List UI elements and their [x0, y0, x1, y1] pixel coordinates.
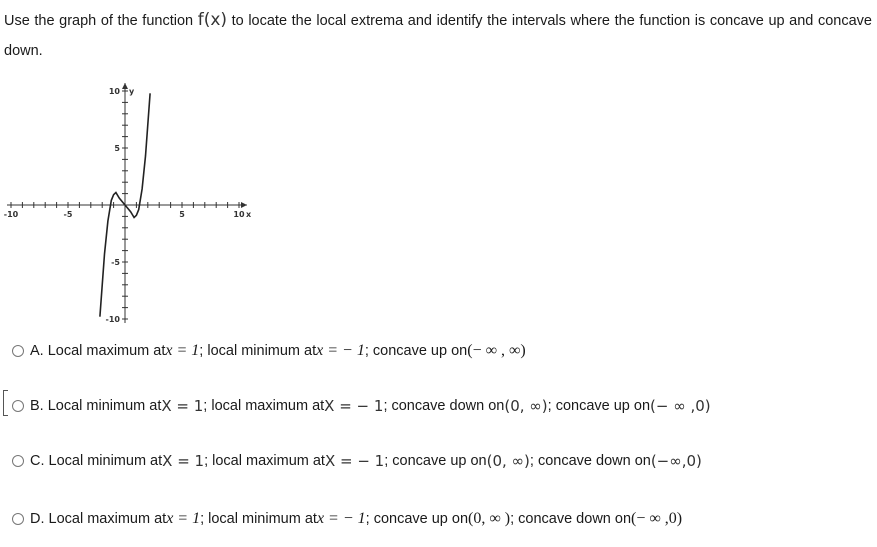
- option-a-letter: A.: [30, 343, 44, 359]
- option-d-mid3: ; concave down on: [510, 511, 632, 527]
- option-c-mid2: ; concave up on: [384, 453, 487, 469]
- y-tick-label: -5: [111, 258, 120, 267]
- option-d-interval2: (− ∞ ,0): [631, 510, 683, 527]
- option-d-point1: x = 1: [166, 510, 201, 527]
- option-b-mid1: ; local maximum at: [203, 398, 325, 414]
- y-tick-label: 5: [114, 144, 120, 153]
- option-b-text: Local minimum at: [47, 398, 162, 414]
- y-tick-label: 10: [108, 87, 120, 96]
- option-b-mid2: ; concave down on: [383, 398, 505, 414]
- option-c-point2: X = − 1: [324, 452, 385, 470]
- x-axis-label: x: [246, 210, 252, 219]
- radio-a[interactable]: [12, 345, 24, 357]
- option-c-text: Local minimum at: [48, 453, 163, 469]
- option-d[interactable]: [12, 510, 682, 528]
- radio-c[interactable]: [12, 455, 24, 467]
- focus-marker: [3, 390, 8, 416]
- y-axis-arrow: [122, 83, 128, 89]
- radio-d[interactable]: [12, 513, 24, 525]
- x-tick-label: -5: [63, 210, 73, 219]
- function-graph: [0, 75, 260, 324]
- option-c-interval1: (0, ∞): [486, 452, 530, 470]
- option-c-point1: X = 1: [162, 452, 205, 470]
- question-suffix: to locate the local extrema and identify the intervals where the function is concave up and concave down.: [4, 13, 872, 59]
- option-d-mid2: ; concave up on: [365, 511, 469, 527]
- option-c-mid1: ; local maximum at: [204, 453, 325, 469]
- radio-b[interactable]: [12, 400, 24, 412]
- option-d-interval1: (0, ∞ ): [468, 510, 511, 527]
- option-c-interval2: (−∞,0): [650, 452, 702, 470]
- option-d-text: Local maximum at: [48, 511, 167, 527]
- graph-axes: [7, 83, 247, 323]
- y-tick-label: -10: [105, 315, 120, 324]
- option-c-letter: C.: [30, 453, 45, 469]
- x-tick-label: -10: [3, 210, 19, 219]
- option-d-point2: x = − 1: [316, 510, 366, 527]
- option-a-point2: x = − 1: [316, 342, 365, 359]
- option-c-mid3: ; concave down on: [529, 453, 651, 469]
- option-d-mid1: ; local minimum at: [200, 511, 317, 527]
- option-a-interval: (− ∞ , ∞): [467, 342, 526, 359]
- option-b[interactable]: [12, 397, 711, 415]
- option-a[interactable]: [12, 342, 526, 360]
- x-tick-label: 10: [233, 210, 245, 219]
- option-b-mid3: ; concave up on: [547, 398, 651, 414]
- option-b-point2: X = − 1: [324, 397, 384, 415]
- option-a-mid1: ; local minimum at: [199, 343, 317, 359]
- option-b-point1: X = 1: [161, 397, 204, 415]
- option-a-text: Local maximum at: [47, 343, 166, 359]
- y-axis-label: y: [129, 87, 135, 96]
- x-axis-arrow: [241, 202, 247, 208]
- option-a-point1: x = 1: [165, 342, 200, 359]
- option-b-interval2: (− ∞ ,0): [650, 397, 711, 415]
- option-a-mid2: ; concave up on: [364, 343, 468, 359]
- question-prefix: Use the graph of the function: [4, 13, 198, 29]
- option-d-letter: D.: [30, 511, 45, 527]
- function-name: f(x): [197, 10, 228, 30]
- option-b-interval1: (0, ∞): [504, 397, 548, 415]
- option-c[interactable]: [12, 452, 702, 470]
- x-tick-label: 5: [179, 210, 185, 219]
- option-b-letter: B.: [30, 398, 44, 414]
- question-text: [4, 5, 872, 66]
